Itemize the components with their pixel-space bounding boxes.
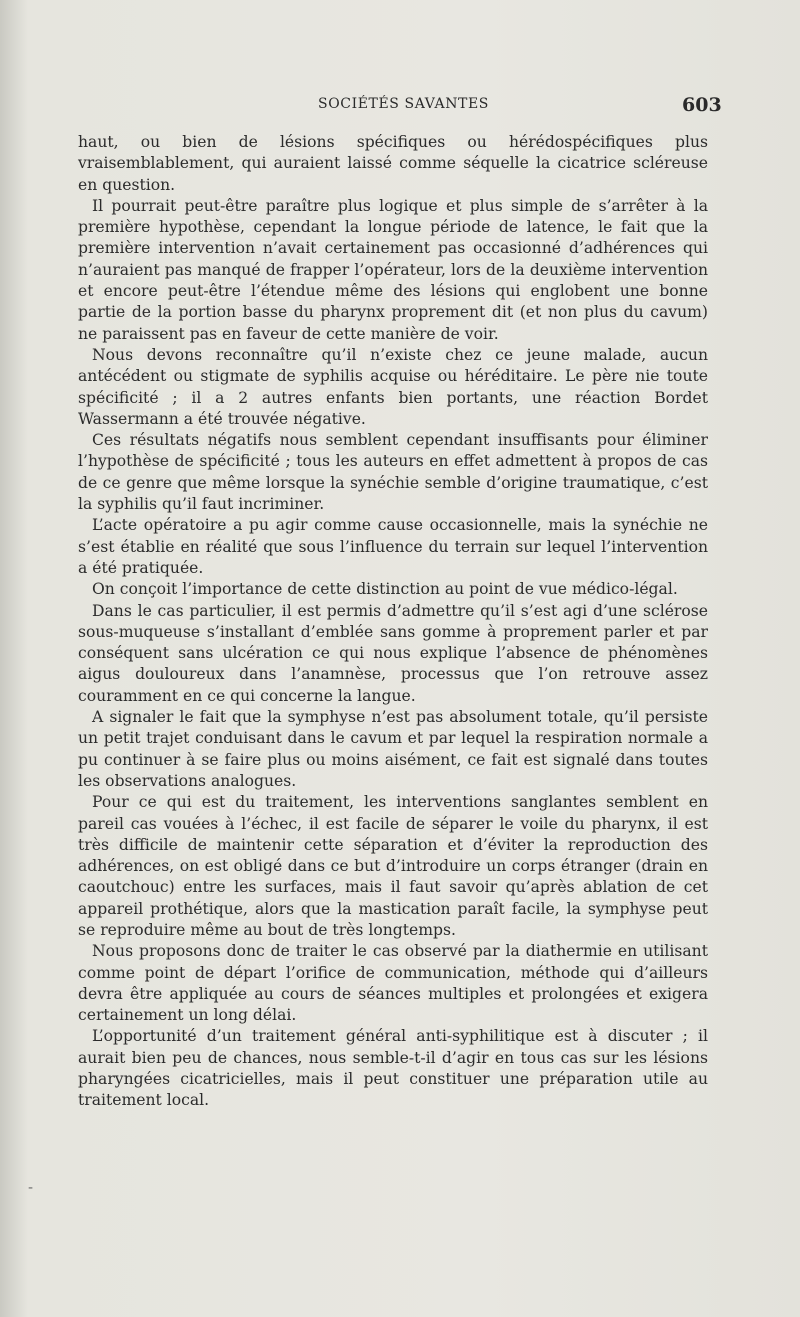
paragraph: haut, ou bien de lésions spécifiques ou hérédospécifiques plus vraisemblablement, qui auraient laissé comme séquelle la cicatrice scléreuse en question. (78, 133, 708, 194)
paragraph: A signaler le fait que la symphyse n’est pas absolument totale, qu’il persiste un petit trajet conduisant dans le cavum et par lequel la respiration normale a pu continuer à se faire plus ou moins aisément, ce fait est signalé dans toutes les observations analogues. (78, 708, 708, 790)
body-text (78, 132, 708, 1112)
page-header (0, 94, 800, 120)
paragraph: Ces résultats négatifs nous semblent cependant insuffisants pour éliminer l’hypothèse de spécificité ; tous les auteurs en effet admettent à propos de cas de ce genre que même lorsque la synéchie semble d’origine traumatique, c’est la syphilis qu’il faut incriminer. (78, 431, 708, 514)
paragraph: Nous devons reconnaître qu’il n’existe chez ce jeune malade, aucun antécédent ou stigmate de syphilis acquise ou héréditaire. Le père nie toute spécificité ; il a 2 autres enfants bien portants, une réaction Bordet Wassermann a été trouvée négative. (78, 345, 708, 428)
page-number: 603 (682, 94, 722, 116)
paragraph: Pour ce qui est du traitement, les interventions sanglantes semblent en pareil cas vouées à l’échec, il est facile de séparer le voile du pharynx, il est très difficile de maintenir cette séparation et d’éviter la reproduction des adhérences, on est obligé dans ce but d’introduire un corps étranger (drain en caoutchouc) entre les surfaces, mais il faut savoir qu’après ablation de cet appareil prothétique, alors que la mastication paraît facile, la symphyse peut se reproduire même au bout de très longtemps. (78, 793, 708, 939)
paragraph: Nous proposons donc de traiter le cas observé par la diathermie en utilisant comme point de départ l’orifice de communication, méthode qui d’ailleurs devra être appliquée au cours de séances multiples et prolongées et exigera certainement un long délai. (78, 942, 708, 1025)
paragraph: Dans le cas particulier, il est permis d’admettre qu’il s’est agi d’une sclérose sous-muqueuse s’installant d’emblée sans gomme à proprement parler et par conséquent sans ulcération ce qui nous explique l’absence de phénomènes aigus douloureux dans l’anamnèse, processus que l’on retrouve assez couramment en ce qui concerne la langue. (78, 601, 708, 705)
paragraph: L’opportunité d’un traitement général anti-syphilitique est à discuter ; il aurait bien peu de chances, nous semble-t-il d’agir en tous cas sur les lésions pharyngées cicatricielles, mais il peut constituer une préparation utile au traitement local. (78, 1027, 708, 1110)
paragraph: Il pourrait peut-être paraître plus logique et plus simple de s’arrêter à la première hypothèse, cependant la longue période de latence, le fait que la première intervention n’avait certainement pas occasionné d’adhérences qui n’auraient pas manqué de frapper l’opérateur, lors de la deuxième intervention et encore peut-être l’étendue même des lésions qui englobent une bonne partie de la portion basse du pharynx proprement dit (et non plus du cavum) ne paraissent pas en faveur de cette manière de voir. (78, 196, 708, 343)
margin-mark: - (28, 1180, 34, 1196)
paragraph: On conçoit l’importance de cette distinction au point de vue médico-légal. (92, 580, 678, 599)
running-title: SOCIÉTÉS SAVANTES (318, 96, 490, 112)
paragraph: L’acte opératoire a pu agir comme cause occasionnelle, mais la synéchie ne s’est établie en réalité que sous l’influence du terrain sur lequel l’intervention a été pratiquée. (78, 516, 708, 577)
